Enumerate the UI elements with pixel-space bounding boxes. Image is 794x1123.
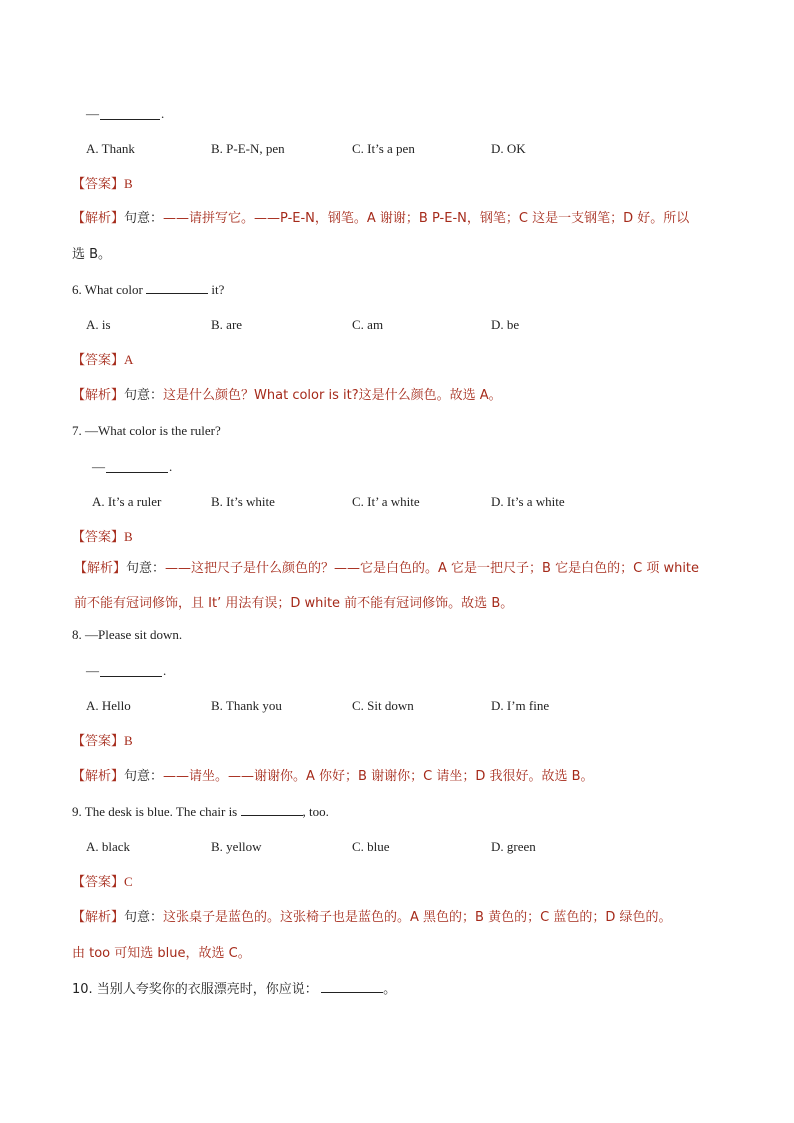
q7-analysis-text-2: 前不能有冠词修饰，且 It’ 用法有误；D white 前不能有冠词修饰。故选 B。: [74, 596, 514, 611]
q7-analysis-label: 句意：: [126, 561, 166, 576]
q8-option-c: C. Sit down: [352, 698, 414, 713]
q6-answer-value: A: [124, 352, 134, 367]
q9-answer: [72, 871, 794, 893]
answer-tag: 【答案】: [72, 353, 125, 368]
q7-stem-text: 7. —What color is the ruler?: [72, 423, 221, 438]
q5-response-end: .: [161, 106, 165, 121]
q5-analysis-cont: [72, 243, 794, 265]
q8-analysis-text: ——请坐。——谢谢你。A 你好；B 谢谢你；C 请坐；D 我很好。故选 B。: [163, 769, 594, 784]
q5-analysis: [72, 207, 794, 229]
q9-stem: [72, 801, 794, 823]
q5-option-c: C. It’s a pen: [352, 141, 415, 156]
q10-stem: [72, 978, 794, 1000]
q9-blank: [241, 802, 303, 816]
q10-stem-prefix: 10. 当别人夸奖你的衣服漂亮时，你应说：: [72, 982, 318, 997]
q5-response-line: [0, 103, 794, 125]
q9-option-b: B. yellow: [211, 839, 262, 854]
q5-analysis-text-2: 选 B。: [72, 247, 112, 262]
q6-option-b: B. are: [211, 317, 243, 332]
q10-blank: [321, 979, 383, 993]
q8-option-d: D. I’m fine: [491, 698, 550, 713]
q5-answer: [72, 173, 794, 195]
q6-options: [0, 314, 794, 336]
q8-analysis-label: 句意：: [124, 769, 164, 784]
q6-stem-prefix: 6. What color: [72, 282, 143, 297]
q7-response-line: [0, 456, 794, 478]
q7-options: [0, 491, 794, 513]
q8-stem: [72, 624, 794, 646]
answer-tag: 【答案】: [72, 734, 125, 749]
answer-tag: 【答案】: [72, 177, 125, 192]
analysis-tag: 【解析】: [72, 769, 125, 784]
q7-stem: [72, 420, 794, 442]
q9-option-a: A. black: [86, 839, 131, 854]
q9-analysis: [72, 906, 794, 928]
q5-options: [0, 138, 794, 160]
q9-stem-suffix: , too.: [302, 804, 329, 819]
q8-option-a: A. Hello: [86, 698, 131, 713]
q8-dash: —: [86, 663, 99, 678]
q6-option-a: A. is: [86, 317, 111, 332]
q8-answer: [72, 730, 794, 752]
q5-option-d: D. OK: [491, 141, 526, 156]
q5-option-b: B. P-E-N, pen: [211, 141, 285, 156]
q7-analysis: [74, 557, 794, 579]
q5-analysis-label: 句意：: [124, 211, 164, 226]
q9-analysis-cont: [72, 942, 794, 964]
q6-option-d: D. be: [491, 317, 520, 332]
q7-answer: [72, 526, 794, 548]
q8-options: [0, 695, 794, 717]
q8-response-end: .: [163, 663, 167, 678]
q5-blank: [100, 106, 160, 120]
analysis-tag: 【解析】: [74, 561, 127, 576]
q8-analysis: [72, 765, 794, 787]
q6-option-c: C. am: [352, 317, 384, 332]
q6-answer: [72, 349, 794, 371]
q8-stem-text: 8. —Please sit down.: [72, 627, 183, 642]
answer-tag: 【答案】: [72, 530, 125, 545]
q9-analysis-label: 句意：: [124, 910, 164, 925]
q8-response-line: [0, 660, 794, 682]
q9-option-c: C. blue: [352, 839, 390, 854]
q7-option-c: C. It’ a white: [352, 494, 420, 509]
q5-dash: —: [86, 106, 99, 121]
q9-analysis-text: 这张桌子是蓝色的。这张椅子也是蓝色的。A 黑色的；B 黄色的；C 蓝色的；D 绿色的。: [163, 910, 672, 925]
q6-analysis: [72, 384, 794, 406]
q9-analysis-text-2: 由 too 可知选 blue，故选 C。: [72, 946, 251, 961]
q7-option-a: A. It’s a ruler: [92, 494, 162, 509]
q6-blank: [146, 280, 208, 294]
q7-option-d: D. It’s a white: [491, 494, 565, 509]
answer-tag: 【答案】: [72, 875, 125, 890]
q7-analysis-text: ——这把尺子是什么颜色的？——它是白色的。A 它是一把尺子；B 它是白色的；C 项 white: [165, 561, 700, 576]
q6-stem: [72, 279, 794, 301]
q7-response-end: .: [169, 459, 173, 474]
analysis-tag: 【解析】: [72, 388, 125, 403]
q10-stem-suffix: 。: [383, 982, 397, 997]
q8-blank: [100, 663, 162, 677]
q7-blank: [106, 459, 168, 473]
q7-option-b: B. It’s white: [211, 494, 275, 509]
q8-answer-value: B: [124, 733, 133, 748]
q9-option-d: D. green: [491, 839, 536, 854]
q7-answer-value: B: [124, 529, 133, 544]
q7-dash: —: [92, 459, 105, 474]
analysis-tag: 【解析】: [72, 211, 125, 226]
q9-answer-value: C: [124, 874, 133, 889]
q9-stem-prefix: 9. The desk is blue. The chair is: [72, 804, 238, 819]
q5-option-a: A. Thank: [86, 141, 135, 156]
analysis-tag: 【解析】: [72, 910, 125, 925]
q5-analysis-text: ——请拼写它。——P-E-N，钢笔。A 谢谢；B P-E-N，钢笔；C 这是一支钢笔；D 好。所以: [163, 211, 690, 226]
q9-options: [0, 836, 794, 858]
q6-stem-suffix: it?: [211, 282, 225, 297]
q8-option-b: B. Thank you: [211, 698, 282, 713]
q7-analysis-cont: [74, 592, 794, 614]
q6-analysis-text: 这是什么颜色？What color is it?这是什么颜色。故选 A。: [163, 388, 502, 403]
q6-analysis-label: 句意：: [124, 388, 164, 403]
q5-answer-value: B: [124, 176, 133, 191]
